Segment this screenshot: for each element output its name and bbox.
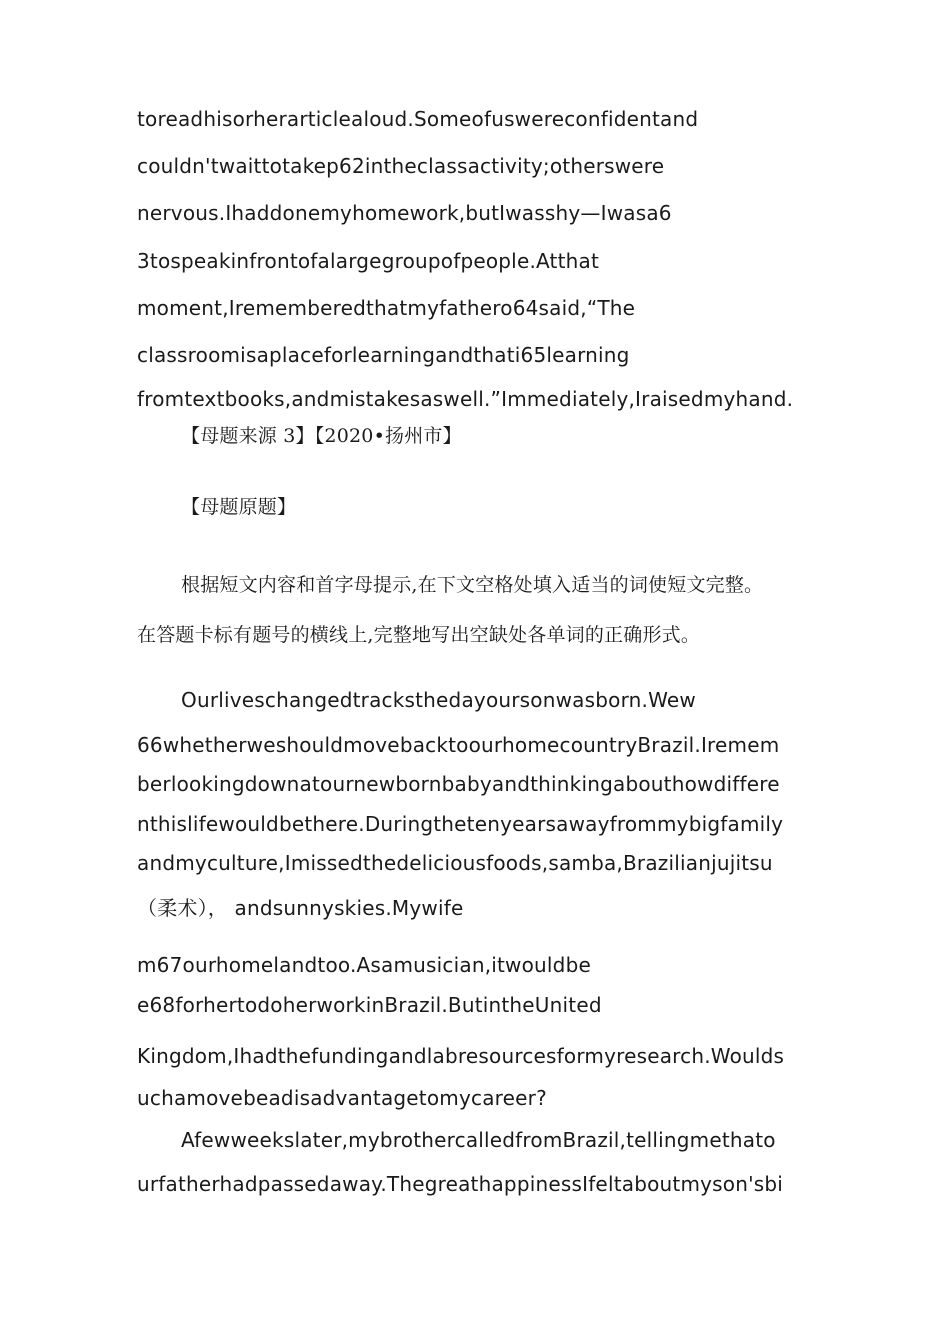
text-line: couldn'twaittotakep62intheclassactivity;otherswere: [137, 154, 665, 178]
text-line: nervous.Ihaddonemyhomework,butIwasshy—Iwasa6: [137, 201, 672, 225]
text-line: 3tospeakinfrontofalargegroupofpeople.Atthat: [137, 249, 599, 273]
passage-line: urfatherhadpassedaway.ThegreathappinessIfeltaboutmyson'sbi: [137, 1172, 784, 1196]
passage-line: andmyculture,Imissedthedeliciousfoods,samba,Brazilianjujitsu: [137, 851, 773, 875]
passage-line: e68forhertodoherworkinBrazil.ButintheUnited: [137, 993, 602, 1017]
passage-line: uchamovebeadisadvantagetomycareer?: [137, 1086, 547, 1110]
passage-line: Ourliveschangedtracksthedayoursonwasborn.Wew: [181, 688, 696, 712]
passage-line: Kingdom,Ihadthefundingandlabresourcesformyresearch.Woulds: [137, 1044, 785, 1068]
source-label: 【母题来源 3】【2020•扬州市】: [181, 425, 462, 447]
passage-line: Afewweekslater,mybrothercalledfromBrazil,tellingmethato: [181, 1128, 776, 1152]
section-heading: 【母题原题】: [181, 496, 297, 518]
passage-line: m67ourhomelandtoo.Asamusician,itwouldbe: [137, 953, 591, 977]
instruction-line: 在答题卡标有题号的横线上,完整地写出空缺处各单词的正确形式。: [137, 624, 701, 646]
passage-line: berlookingdownatournewbornbabyandthinkingabouthowdiffere: [137, 772, 780, 796]
passage-line: （柔术）， andsunnyskies.Mywife: [137, 896, 464, 920]
text-line: toreadhisorherarticlealoud.Someofuswereconfidentand: [137, 107, 699, 131]
text-line: moment,Irememberedthatmyfathero64said,“The: [137, 296, 636, 320]
text-line: fromtextbooks,andmistakesaswell.”Immediately,Iraisedmyhand.: [137, 387, 794, 411]
passage-line: nthislifewouldbethere.Duringthetenyearsawayfrommybigfamily: [137, 812, 784, 836]
text-line: classroomisaplaceforlearningandthati65learning: [137, 343, 630, 367]
instruction-line: 根据短文内容和首字母提示,在下文空格处填入适当的词使短文完整。: [181, 574, 764, 596]
passage-line: 66whetherweshouldmovebacktoourhomecountryBrazil.Iremem: [137, 733, 780, 757]
